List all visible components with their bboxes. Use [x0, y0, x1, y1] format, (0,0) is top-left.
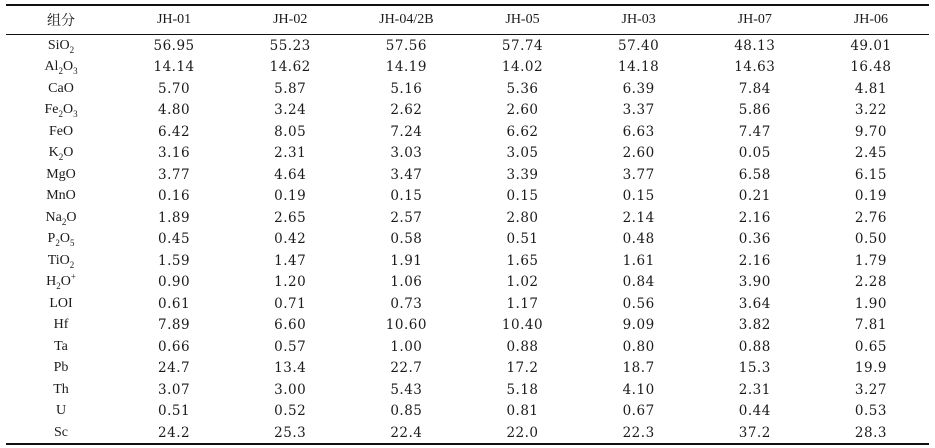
table-cell: 3.05 [506, 145, 539, 162]
formula-text: U [55, 403, 67, 419]
table-cell: 1.47 [274, 252, 307, 269]
table-row [6, 207, 929, 229]
table-cell: 2.16 [738, 209, 771, 226]
formula-subscript: 3 [73, 109, 78, 120]
table-row [6, 315, 929, 337]
formula-text: K [48, 145, 59, 161]
column-header: JH-02 [273, 12, 308, 27]
table-cell: 14.02 [501, 59, 544, 76]
formula-text: FeO [48, 123, 74, 139]
table-row [6, 57, 929, 79]
column-header: JH-06 [853, 12, 889, 27]
table-cell: 0.15 [390, 188, 423, 205]
table-cell: 37.2 [738, 424, 771, 441]
table-cell: 15.3 [738, 360, 771, 377]
table-cell: 3.47 [390, 166, 423, 183]
table-row [6, 121, 929, 143]
formula-text: Ta [54, 338, 68, 354]
table-cell: 9.09 [622, 317, 655, 334]
table-cell: 14.63 [734, 59, 776, 76]
formula-text: Al [44, 59, 59, 75]
table-cell: 0.81 [506, 403, 539, 420]
table-cell: 24.7 [158, 360, 191, 377]
table-cell: 2.57 [390, 209, 423, 226]
table-row [6, 35, 929, 57]
table-row [6, 379, 929, 401]
formula-subscript: 2 [69, 259, 75, 270]
formula-subscript: 2 [55, 238, 60, 249]
component-name [6, 422, 116, 444]
table-cell: 13.4 [274, 360, 307, 377]
table-row [6, 358, 929, 380]
table-cell: 1.17 [506, 295, 539, 312]
table-cell: 5.18 [506, 381, 539, 398]
table-cell: 7.47 [738, 123, 771, 140]
table-body [6, 35, 929, 444]
table-cell: 3.37 [622, 102, 655, 119]
component-name [6, 207, 116, 229]
formula-text: SiO [47, 37, 70, 53]
table-cell: 5.86 [738, 102, 771, 119]
table-cell: 0.84 [622, 274, 655, 291]
table-cell: 1.90 [854, 295, 887, 312]
table-cell: 2.16 [738, 252, 771, 269]
formula-text: Fe [44, 102, 59, 118]
table-cell: 6.15 [854, 166, 887, 183]
component-name [6, 229, 116, 251]
component-name [6, 250, 116, 272]
table-cell: 0.05 [738, 145, 771, 162]
geochemistry-table [6, 5, 929, 444]
formula-text: O [62, 102, 74, 118]
table-cell: 14.19 [385, 59, 427, 76]
table-cell: 16.48 [850, 59, 892, 76]
table-cell: 18.7 [622, 360, 655, 377]
table-cell: 4.64 [274, 166, 307, 183]
table-cell: 0.65 [854, 338, 887, 355]
table-cell: 3.64 [738, 295, 771, 312]
formula-text: O [66, 209, 77, 225]
column-header: JH-03 [621, 12, 656, 27]
table-cell: 3.77 [622, 166, 655, 183]
table-cell: 7.24 [390, 123, 423, 140]
table-cell: 0.56 [622, 295, 655, 312]
table-cell: 3.90 [738, 274, 771, 291]
table-cell: 2.60 [622, 145, 655, 162]
table-cell: 0.51 [506, 231, 539, 248]
formula-subscript: 2 [61, 216, 67, 227]
table-cell: 6.42 [158, 123, 191, 140]
table-cell: 0.88 [506, 338, 539, 355]
table-cell: 1.59 [158, 252, 191, 269]
table-cell: 6.62 [506, 123, 539, 140]
table-cell: 2.76 [854, 209, 887, 226]
table-cell: 3.00 [274, 381, 307, 398]
table-cell: 7.84 [738, 80, 771, 97]
column-header: JH-04/2B [379, 12, 434, 27]
table-row [6, 336, 929, 358]
table-cell: 8.05 [274, 123, 307, 140]
table-row [6, 100, 929, 122]
table-cell: 25.3 [274, 424, 307, 441]
component-name [6, 293, 116, 315]
component-name [6, 336, 116, 358]
formula-text: H [46, 274, 57, 290]
table-cell: 0.16 [158, 188, 191, 205]
table-cell: 3.82 [738, 317, 771, 334]
table-cell: 0.67 [622, 403, 655, 420]
table-row [6, 293, 929, 315]
table-cell: 2.28 [854, 274, 887, 291]
table-cell: 3.16 [158, 145, 191, 162]
table-cell: 10.60 [385, 317, 427, 334]
component-name [6, 78, 116, 100]
table-cell: 3.77 [158, 166, 191, 183]
table-cell: 4.81 [854, 80, 887, 97]
table-cell: 1.89 [158, 209, 191, 226]
table-cell: 57.40 [618, 37, 660, 54]
table-cell: 22.0 [506, 424, 539, 441]
component-name [6, 358, 116, 380]
formula-subscript: 2 [56, 281, 61, 292]
component-name [6, 315, 116, 337]
table-row [6, 272, 929, 294]
formula-superscript: + [70, 271, 76, 282]
table-cell: 49.01 [850, 37, 892, 54]
table-cell: 3.03 [390, 145, 423, 162]
formula-text: O [59, 231, 70, 247]
component-name [6, 272, 116, 294]
column-header: JH-07 [737, 12, 772, 27]
formula-text: O [62, 59, 74, 75]
table-cell: 28.3 [854, 424, 887, 441]
table-cell: 3.22 [854, 102, 887, 119]
table-cell: 19.9 [854, 360, 887, 377]
formula-subscript: 5 [69, 238, 75, 249]
formula-text: CaO [48, 80, 74, 96]
table-cell: 0.19 [854, 188, 887, 205]
formula-subscript: 2 [58, 109, 63, 120]
table-cell: 56.95 [153, 37, 195, 54]
table-cell: 5.43 [390, 381, 423, 398]
formula-text: Hf [53, 317, 69, 333]
table-cell: 0.85 [390, 403, 423, 420]
table-cell: 22.7 [390, 360, 423, 377]
table-cell: 0.53 [854, 403, 887, 420]
table-row [6, 250, 929, 272]
table-cell: 2.45 [854, 145, 887, 162]
header-row [6, 5, 929, 35]
table-cell: 0.71 [274, 295, 307, 312]
table-row [6, 401, 929, 423]
table-cell: 2.80 [506, 209, 539, 226]
table-cell: 0.45 [158, 231, 191, 248]
table-cell: 0.73 [390, 295, 423, 312]
table-row [6, 164, 929, 186]
table-cell: 14.62 [269, 59, 311, 76]
table-row [6, 186, 929, 208]
table-cell: 1.61 [622, 252, 655, 269]
table-cell: 6.60 [274, 317, 307, 334]
table-cell: 1.65 [506, 252, 539, 269]
table-cell: 9.70 [854, 123, 887, 140]
table-cell: 0.50 [854, 231, 887, 248]
table-cell: 6.39 [622, 80, 655, 97]
table-cell: 0.42 [274, 231, 307, 248]
table-cell: 24.2 [158, 424, 191, 441]
table-cell: 0.21 [738, 188, 771, 205]
component-name [6, 100, 116, 122]
formula-text: O [63, 145, 74, 161]
table-cell: 3.27 [854, 381, 887, 398]
table-cell: 0.15 [506, 188, 539, 205]
formula-text: MnO [46, 188, 76, 204]
table-cell: 5.36 [506, 80, 539, 97]
table-cell: 5.70 [158, 80, 191, 97]
table-cell: 4.80 [158, 102, 191, 119]
formula-text: MgO [46, 166, 76, 182]
table-cell: 0.15 [622, 188, 655, 205]
table-cell: 0.52 [274, 403, 307, 420]
formula-text: Na [45, 209, 62, 225]
table-cell: 2.62 [390, 102, 423, 119]
table-cell: 0.48 [622, 231, 655, 248]
table-cell: 4.10 [622, 381, 655, 398]
table-cell: 0.44 [738, 403, 771, 420]
table-cell: 57.74 [501, 37, 544, 54]
table-cell: 7.81 [854, 317, 887, 334]
table-cell: 0.19 [274, 188, 307, 205]
table-row [6, 229, 929, 251]
formula-subscript: 2 [58, 66, 63, 77]
column-header: 组分 [47, 14, 75, 29]
table-cell: 17.2 [506, 360, 539, 377]
table-row [6, 422, 929, 444]
component-name [6, 143, 116, 165]
column-header: JH-01 [156, 12, 192, 27]
table-cell: 3.39 [506, 166, 539, 183]
component-name [6, 401, 116, 423]
column-header: JH-05 [505, 12, 540, 27]
component-name [6, 57, 116, 79]
table-cell: 1.06 [390, 274, 423, 291]
formula-text: O [60, 274, 71, 290]
table-cell: 0.61 [158, 295, 191, 312]
formula-subscript: 3 [73, 66, 78, 77]
component-name [6, 121, 116, 143]
table-cell: 1.00 [390, 338, 423, 355]
table-cell: 0.36 [738, 231, 771, 248]
table-cell: 5.87 [274, 80, 307, 97]
table-cell: 22.3 [622, 424, 655, 441]
table-cell: 22.4 [390, 424, 423, 441]
component-name [6, 379, 116, 401]
table-cell: 14.14 [153, 59, 195, 76]
formula-subscript: 2 [58, 152, 64, 163]
component-name [6, 35, 116, 57]
table-cell: 2.31 [274, 145, 307, 162]
table-cell: 2.60 [506, 102, 539, 119]
formula-subscript: 2 [69, 44, 75, 55]
table-cell: 3.24 [274, 102, 307, 119]
table-cell: 2.31 [738, 381, 771, 398]
table-cell: 6.63 [622, 123, 655, 140]
table-cell: 7.89 [158, 317, 191, 334]
component-name [6, 186, 116, 208]
table-header [6, 5, 929, 35]
formula-text: Th [53, 381, 69, 397]
formula-text: Pb [53, 360, 69, 376]
table-cell: 5.16 [390, 80, 423, 97]
component-name [6, 164, 116, 186]
table-cell: 0.57 [274, 338, 307, 355]
formula-text: Sc [54, 424, 68, 440]
formula-text: TiO [47, 252, 70, 268]
table-cell: 57.56 [385, 37, 427, 54]
table-cell: 2.65 [274, 209, 307, 226]
table-cell: 0.58 [390, 231, 423, 248]
table-cell: 14.18 [618, 59, 660, 76]
table-cell: 0.51 [158, 403, 191, 420]
table-cell: 0.66 [158, 338, 191, 355]
table-row [6, 143, 929, 165]
table-cell: 2.14 [622, 209, 655, 226]
table-cell: 1.91 [390, 252, 423, 269]
table-cell: 0.80 [622, 338, 655, 355]
table-cell: 55.23 [269, 37, 311, 54]
table-cell: 48.13 [734, 37, 776, 54]
table-cell: 6.58 [738, 166, 771, 183]
table-cell: 0.88 [738, 338, 771, 355]
table-cell: 1.02 [506, 274, 539, 291]
formula-text: P [47, 231, 56, 247]
table-cell: 3.07 [158, 381, 191, 398]
table-cell: 1.79 [854, 252, 887, 269]
table-row [6, 78, 929, 100]
table-cell: 10.40 [501, 317, 544, 334]
table-cell: 1.20 [274, 274, 307, 291]
formula-text: LOI [49, 295, 73, 311]
table-cell: 0.90 [158, 274, 191, 291]
